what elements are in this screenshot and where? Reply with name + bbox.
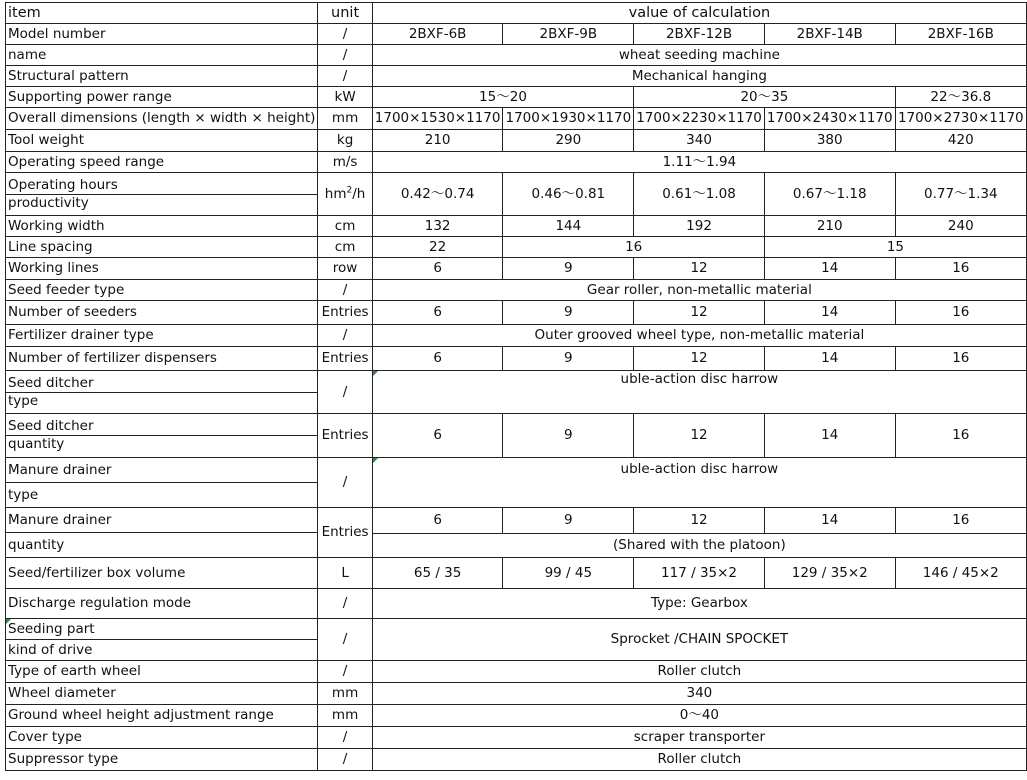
table-row xyxy=(6,173,1027,216)
table-row xyxy=(6,301,1027,325)
value-cell: Type: Gearbox xyxy=(372,589,1026,619)
row-unit: mm xyxy=(318,108,372,130)
unit-tail: /h xyxy=(352,185,366,202)
value-cell: 14 xyxy=(764,414,895,458)
table-row xyxy=(6,325,1027,347)
table-row xyxy=(6,414,1027,458)
row-unit: m/s xyxy=(318,152,372,173)
row-label: Structural pattern xyxy=(6,66,318,87)
value-cell: 1700×2430×1170 xyxy=(764,108,895,130)
row-unit: Entries xyxy=(318,347,372,371)
table-row xyxy=(6,458,1027,508)
row-unit: / xyxy=(318,280,372,301)
value-cell: 0～40 xyxy=(372,705,1026,727)
table-row xyxy=(6,749,1027,771)
value-cell: 146 / 45×2 xyxy=(895,558,1026,589)
row-label-line: Manure drainer xyxy=(6,458,317,483)
row-label: Overall dimensions (length × width × height) xyxy=(6,108,318,130)
value-cell: 420 xyxy=(895,130,1026,152)
value-cell: 2BXF-6B xyxy=(372,24,503,45)
value-cell: 12 xyxy=(634,301,765,325)
value-cell: 16 xyxy=(895,347,1026,371)
value-cell: wheat seeding machine xyxy=(372,45,1026,66)
value-cell: 9 xyxy=(503,258,634,280)
value-cell: 20～35 xyxy=(634,87,895,108)
row-label-line: type xyxy=(8,487,39,503)
value-cell: (Shared with the platoon) xyxy=(372,533,1026,558)
table-row xyxy=(6,66,1027,87)
table-row xyxy=(6,347,1027,371)
value-cell: 340 xyxy=(634,130,765,152)
value-cell: 192 xyxy=(634,216,765,237)
row-label: Seed feeder type xyxy=(6,280,318,301)
value-cell: uble-action disc harrow xyxy=(372,371,1026,414)
row-unit: / xyxy=(318,45,372,66)
row-unit: / xyxy=(318,619,372,661)
row-label-line: Seed ditcher xyxy=(6,375,317,393)
row-label: Number of fertilizer dispensers xyxy=(6,347,318,371)
row-label: Model number xyxy=(6,24,318,45)
value-cell: 0.46～0.81 xyxy=(503,173,634,216)
value-cell: scraper transporter xyxy=(372,727,1026,749)
value-cell: 99 / 45 xyxy=(503,558,634,589)
row-label xyxy=(6,371,318,414)
value-cell: 14 xyxy=(764,508,895,534)
header-row xyxy=(6,3,1027,24)
value-cell: 12 xyxy=(634,347,765,371)
row-label-line: Manure drainer xyxy=(6,508,317,533)
value-cell: 9 xyxy=(503,347,634,371)
value-cell: 0.42～0.74 xyxy=(372,173,503,216)
row-label: Discharge regulation mode xyxy=(6,589,318,619)
value-cell: 144 xyxy=(503,216,634,237)
row-label: Supporting power range xyxy=(6,87,318,108)
row-label-line: type xyxy=(8,392,39,409)
value-cell: 12 xyxy=(634,508,765,534)
value-cell: 340 xyxy=(372,683,1026,705)
value-cell: 1700×2730×1170 xyxy=(895,108,1026,130)
value-cell: 16 xyxy=(895,301,1026,325)
table-row xyxy=(6,508,1027,534)
row-label-line: quantity xyxy=(8,537,65,553)
header-item: item xyxy=(6,3,318,24)
header-value: value of calculation xyxy=(372,3,1026,24)
value-cell: 22～36.8 xyxy=(895,87,1026,108)
spec-table xyxy=(5,2,1027,771)
row-label-line: Operating hours xyxy=(6,177,317,195)
value-cell: Sprocket /CHAIN SPOCKET xyxy=(372,619,1026,661)
value-cell: 0.77～1.34 xyxy=(895,173,1026,216)
row-label xyxy=(6,173,318,216)
value-cell: 22 xyxy=(372,237,503,258)
row-unit: row xyxy=(318,258,372,280)
unit-base: hm xyxy=(324,185,347,202)
header-unit: unit xyxy=(318,3,372,24)
value-cell: 240 xyxy=(895,216,1026,237)
value-cell: 16 xyxy=(895,414,1026,458)
value-cell: 290 xyxy=(503,130,634,152)
row-unit: / xyxy=(318,661,372,683)
value-cell: 2BXF-12B xyxy=(634,24,765,45)
value-cell: 132 xyxy=(372,216,503,237)
row-label xyxy=(6,458,318,508)
row-label: Operating speed range xyxy=(6,152,318,173)
value-cell: Outer grooved wheel type, non-metallic material xyxy=(372,325,1026,347)
value-cell: 1700×2230×1170 xyxy=(634,108,765,130)
table-row xyxy=(6,130,1027,152)
value-cell: 2BXF-16B xyxy=(895,24,1026,45)
table-row xyxy=(6,727,1027,749)
value-cell: 15 xyxy=(764,237,1026,258)
value-cell: 16 xyxy=(503,237,764,258)
row-label: Ground wheel height adjustment range xyxy=(6,705,318,727)
row-label-line: Seeding part xyxy=(6,619,317,640)
table-row xyxy=(6,258,1027,280)
table-row xyxy=(6,371,1027,414)
table-row xyxy=(6,108,1027,130)
value-cell: 65 / 35 xyxy=(372,558,503,589)
table-row xyxy=(6,45,1027,66)
row-unit: mm xyxy=(318,705,372,727)
value-cell: 0.67～1.18 xyxy=(764,173,895,216)
value-cell: Gear roller, non-metallic material xyxy=(372,280,1026,301)
value-cell: 117 / 35×2 xyxy=(634,558,765,589)
row-label-line: quantity xyxy=(8,436,65,452)
value-cell: 16 xyxy=(895,258,1026,280)
row-label: Working width xyxy=(6,216,318,237)
row-label: Cover type xyxy=(6,727,318,749)
row-unit: Entries xyxy=(318,301,372,325)
value-cell: 6 xyxy=(372,301,503,325)
row-unit: kg xyxy=(318,130,372,152)
value-cell: 0.61～1.08 xyxy=(634,173,765,216)
value-cell: 6 xyxy=(372,414,503,458)
row-label xyxy=(6,414,318,458)
row-unit: kW xyxy=(318,87,372,108)
value-cell: 14 xyxy=(764,347,895,371)
row-unit: cm xyxy=(318,216,372,237)
value-cell: 6 xyxy=(372,508,503,534)
value-cell: 210 xyxy=(764,216,895,237)
row-label: Tool weight xyxy=(6,130,318,152)
row-label: Seed/fertilizer box volume xyxy=(6,558,318,589)
row-label: Working lines xyxy=(6,258,318,280)
row-unit: / xyxy=(318,371,372,414)
value-cell: 16 xyxy=(895,508,1026,534)
table-row xyxy=(6,216,1027,237)
value-cell: Roller clutch xyxy=(372,661,1026,683)
row-unit: / xyxy=(318,325,372,347)
value-cell: Roller clutch xyxy=(372,749,1026,771)
value-cell: uble-action disc harrow xyxy=(372,458,1026,508)
table-row xyxy=(6,705,1027,727)
row-label: Type of earth wheel xyxy=(6,661,318,683)
row-unit: cm xyxy=(318,237,372,258)
value-cell: 12 xyxy=(634,414,765,458)
value-cell: 12 xyxy=(634,258,765,280)
row-label: Suppressor type xyxy=(6,749,318,771)
value-cell: 6 xyxy=(372,258,503,280)
table-row xyxy=(6,237,1027,258)
row-label xyxy=(6,619,318,661)
row-unit: Entries xyxy=(318,414,372,458)
table-row xyxy=(6,589,1027,619)
value-cell: 9 xyxy=(503,414,634,458)
table-row xyxy=(6,683,1027,705)
row-unit: / xyxy=(318,727,372,749)
value-cell: 210 xyxy=(372,130,503,152)
table-row xyxy=(6,619,1027,661)
value-cell: 1700×1530×1170 xyxy=(372,108,503,130)
row-label: name xyxy=(6,45,318,66)
table-row xyxy=(6,558,1027,589)
value-cell: 14 xyxy=(764,301,895,325)
value-cell: 1.11～1.94 xyxy=(372,152,1026,173)
row-label: Number of seeders xyxy=(6,301,318,325)
value-cell: 2BXF-14B xyxy=(764,24,895,45)
row-label: Wheel diameter xyxy=(6,683,318,705)
value-cell: 9 xyxy=(503,301,634,325)
table-row xyxy=(6,152,1027,173)
table-row xyxy=(6,280,1027,301)
row-unit: / xyxy=(318,66,372,87)
value-cell: 380 xyxy=(764,130,895,152)
value-cell: 1700×1930×1170 xyxy=(503,108,634,130)
unit-sup: 2 xyxy=(346,185,353,195)
row-label-line: kind of drive xyxy=(8,642,93,658)
row-unit xyxy=(318,173,372,216)
row-label-line: Seed ditcher xyxy=(6,418,317,436)
value-cell: 14 xyxy=(764,258,895,280)
table-row xyxy=(6,661,1027,683)
value-cell: 9 xyxy=(503,508,634,534)
row-unit: / xyxy=(318,589,372,619)
value-cell: 6 xyxy=(372,347,503,371)
row-unit: / xyxy=(318,749,372,771)
value-cell: 2BXF-9B xyxy=(503,24,634,45)
value-cell: Mechanical hanging xyxy=(372,66,1026,87)
row-unit: / xyxy=(318,24,372,45)
value-cell: 15～20 xyxy=(372,87,633,108)
row-label-line: productivity xyxy=(8,194,89,211)
row-unit: L xyxy=(318,558,372,589)
row-label xyxy=(6,508,318,558)
row-unit: mm xyxy=(318,683,372,705)
row-unit: / xyxy=(318,458,372,508)
table-row xyxy=(6,24,1027,45)
row-label: Fertilizer drainer type xyxy=(6,325,318,347)
row-label: Line spacing xyxy=(6,237,318,258)
row-unit: Entries xyxy=(318,508,372,558)
table-row xyxy=(6,87,1027,108)
value-cell: 129 / 35×2 xyxy=(764,558,895,589)
